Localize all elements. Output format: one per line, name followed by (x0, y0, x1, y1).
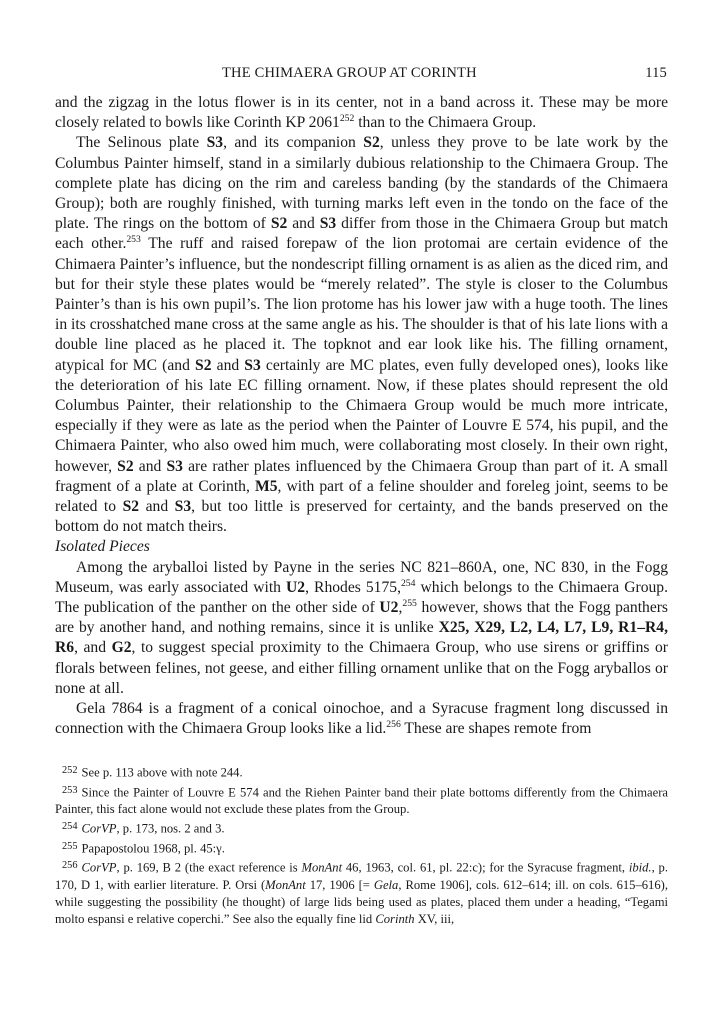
text-run: , Rhodes 5175, (305, 578, 401, 596)
footnote-ref: 255 (402, 598, 417, 610)
footnote-number: 254 (62, 821, 78, 833)
text-run: and (211, 356, 245, 374)
text-run: than to the Chimaera Group. (354, 114, 537, 132)
catalogue-ref: S2 (363, 134, 380, 152)
catalogue-ref: S2 (195, 356, 212, 374)
footnote-italic: Corinth (375, 912, 415, 927)
catalogue-ref: X25, X29, L2, L4, L7, L9, R1–R4, R6 (55, 619, 668, 657)
text-run: These are shapes remote from (400, 720, 592, 738)
text-run: however, shows that the Fogg panthers are by another hand, and nothing remains, since it is unlike (55, 599, 669, 637)
text-run: certainly are MC plates, even fully developed ones), looks like the deterioration of his late EC filling ornament. Now, if these plates should represent the old Columbus Painter, their relationship to the Chimaera Group would be much more intricate, especially if they were as late as the period when the Painter of Louvre E 574, his pupil, and the Chimaera Painter, who also owed him much, were collaborating most closely. In their own right, however, (55, 356, 668, 475)
text-run: and the zigzag in the lotus flower is in its center, not in a band across it. These may be more closely related to bowls like Corinth KP 2061 (55, 94, 668, 132)
footnote-255 (55, 838, 668, 858)
footnote-italic: CorVP (81, 821, 117, 836)
text-run: and (287, 215, 320, 233)
text-run: , unless they prove to be late work by the Columbus Painter himself, stand in a similarly dubious relationship to the Chimaera Group. The complete plate has dicing on the rim and careless banding (by the standards of the Chimaera Group); both are roughly finished, with turning marks left even in the tondo on the face of the plate. The rings on the bottom of (55, 134, 669, 233)
text-run: , with part of a feline shoulder and foreleg joint, seems to be related to (55, 477, 668, 516)
footnote-italic: ibid. (628, 861, 652, 876)
catalogue-ref: S2 (270, 215, 288, 233)
text-run: , and its companion (223, 134, 364, 152)
footnote-italic: MonAnt (265, 878, 306, 893)
footnote-ref: 253 (126, 234, 141, 246)
catalogue-ref: U2 (286, 578, 306, 596)
footnote-italic: Gela (373, 878, 399, 893)
catalogue-ref: S3 (206, 134, 224, 152)
paragraph-4 (55, 699, 668, 739)
footnote-text: , p. 173, nos. 2 and 3. (116, 821, 225, 836)
footnote-252 (55, 762, 668, 782)
footnote-ref: 252 (339, 113, 355, 125)
footnote-text: Since the Painter of Louvre E 574 and the Riehen Painter band their plate bottoms differently from the Chimaera Painter, this fact alone would not exclude these plates from the Group. (55, 785, 668, 817)
footnote-text: 46, 1963, col. 61, pl. 22:c); for the Syracuse fragment, (342, 861, 629, 876)
catalogue-ref: S3 (319, 215, 337, 233)
footnote-italic: CorVP (81, 861, 117, 876)
footnote-256 (55, 857, 668, 928)
paragraph-2 (55, 133, 668, 537)
catalogue-ref: G2 (111, 639, 132, 657)
catalogue-ref: S3 (174, 498, 192, 516)
catalogue-ref: S2 (117, 457, 134, 475)
footnote-254 (55, 818, 668, 838)
text-run: are rather plates influenced by the Chimaera Group than part of it. A small fragment of a plate at Corinth, (55, 457, 668, 495)
footnote-number: 252 (62, 765, 78, 776)
text-run: Gela 7864 is a fragment of a conical oinochoe, and a Syracuse fragment long discussed in connection with the Chimaera Group looks like a lid. (55, 700, 668, 738)
footnote-ref: 254 (400, 578, 416, 590)
footnote-text: , p. 170, D 1, with earlier literature. P. Orsi ( (55, 861, 668, 893)
catalogue-ref: S3 (244, 356, 261, 374)
text-run: , to suggest special proximity to the Chimaera Group, who use sirens or griffins or florals between felines, not geese, and either filling ornament unlike that on the Fogg aryballos or none at all. (55, 639, 668, 697)
footnote-ref: 256 (386, 719, 401, 731)
text-run: which belongs to the Chimaera Group. The publication of the panther on the other side of (55, 578, 668, 617)
footnote-text: , Rome 1906], cols. 612–614; ill. on cols. 615–616), while suggesting the possibility (he thought) of large lids being used as plates, placed them under a heading, “Tegami molto espansi e relative coperchi.” See also the equally fine lid (55, 878, 668, 927)
catalogue-ref: U2 (379, 599, 399, 617)
footnote-text: , p. 169, B 2 (the exact reference is (116, 861, 302, 876)
footnote-number: 255 (62, 840, 78, 852)
footnote-number: 256 (62, 860, 78, 872)
catalogue-ref: S2 (122, 498, 140, 516)
footnote-italic: MonAnt (301, 861, 343, 876)
body-text (55, 93, 668, 740)
catalogue-ref: M5 (255, 477, 278, 495)
text-run: Among the aryballoi listed by Payne in the series NC 821–860A, one, NC 830, in the Fogg Museum, was early associated with (55, 558, 668, 596)
text-run: and (139, 498, 175, 516)
text-run: The ruff and raised forepaw of the lion protomai are certain evidence of the Chimaera Painter’s influence, but the nondescript filling ornament is as alien as the diced rim, and but for their style these plates would be “merely related”. The style is closer to the Columbus Painter’s than is his own pupil’s. The lion protome has his lower jaw with a huge tooth. The lines in its crosshatched mane cross at the same angle as his. The shoulder is that of his late lions with a double line placed as he placed it. The topknot and ear look like his. The filling ornament, atypical for MC (and (55, 235, 668, 374)
footnote-253 (55, 782, 668, 819)
footnote-text: 17, 1906 [= (305, 878, 374, 893)
text-run: , but too little is preserved for certainty, and the bands preserved on the bottom do not match theirs. (55, 498, 669, 536)
section-heading: Isolated Pieces (55, 538, 150, 556)
paragraph-1 (55, 93, 668, 133)
footnote-number: 253 (62, 784, 78, 796)
catalogue-ref: S3 (166, 457, 183, 475)
text-run: , (398, 599, 403, 617)
text-run: , and (74, 639, 112, 657)
running-head-title: THE CHIMAERA GROUP AT CORINTH (222, 65, 477, 81)
page-number: 115 (645, 65, 667, 81)
paragraph-3 (55, 558, 668, 699)
text-run: The Selinous plate (76, 134, 207, 152)
footnote-text: See p. 113 above with note 244. (81, 765, 243, 780)
text-run: differ from those in the Chimaera Group but match each other. (55, 215, 668, 253)
footnote-text: XV, iii, (414, 912, 455, 927)
footnote-text: Papapostolou 1968, pl. 45:γ. (81, 841, 225, 856)
footnotes (55, 762, 668, 928)
text-run: and (133, 457, 167, 475)
